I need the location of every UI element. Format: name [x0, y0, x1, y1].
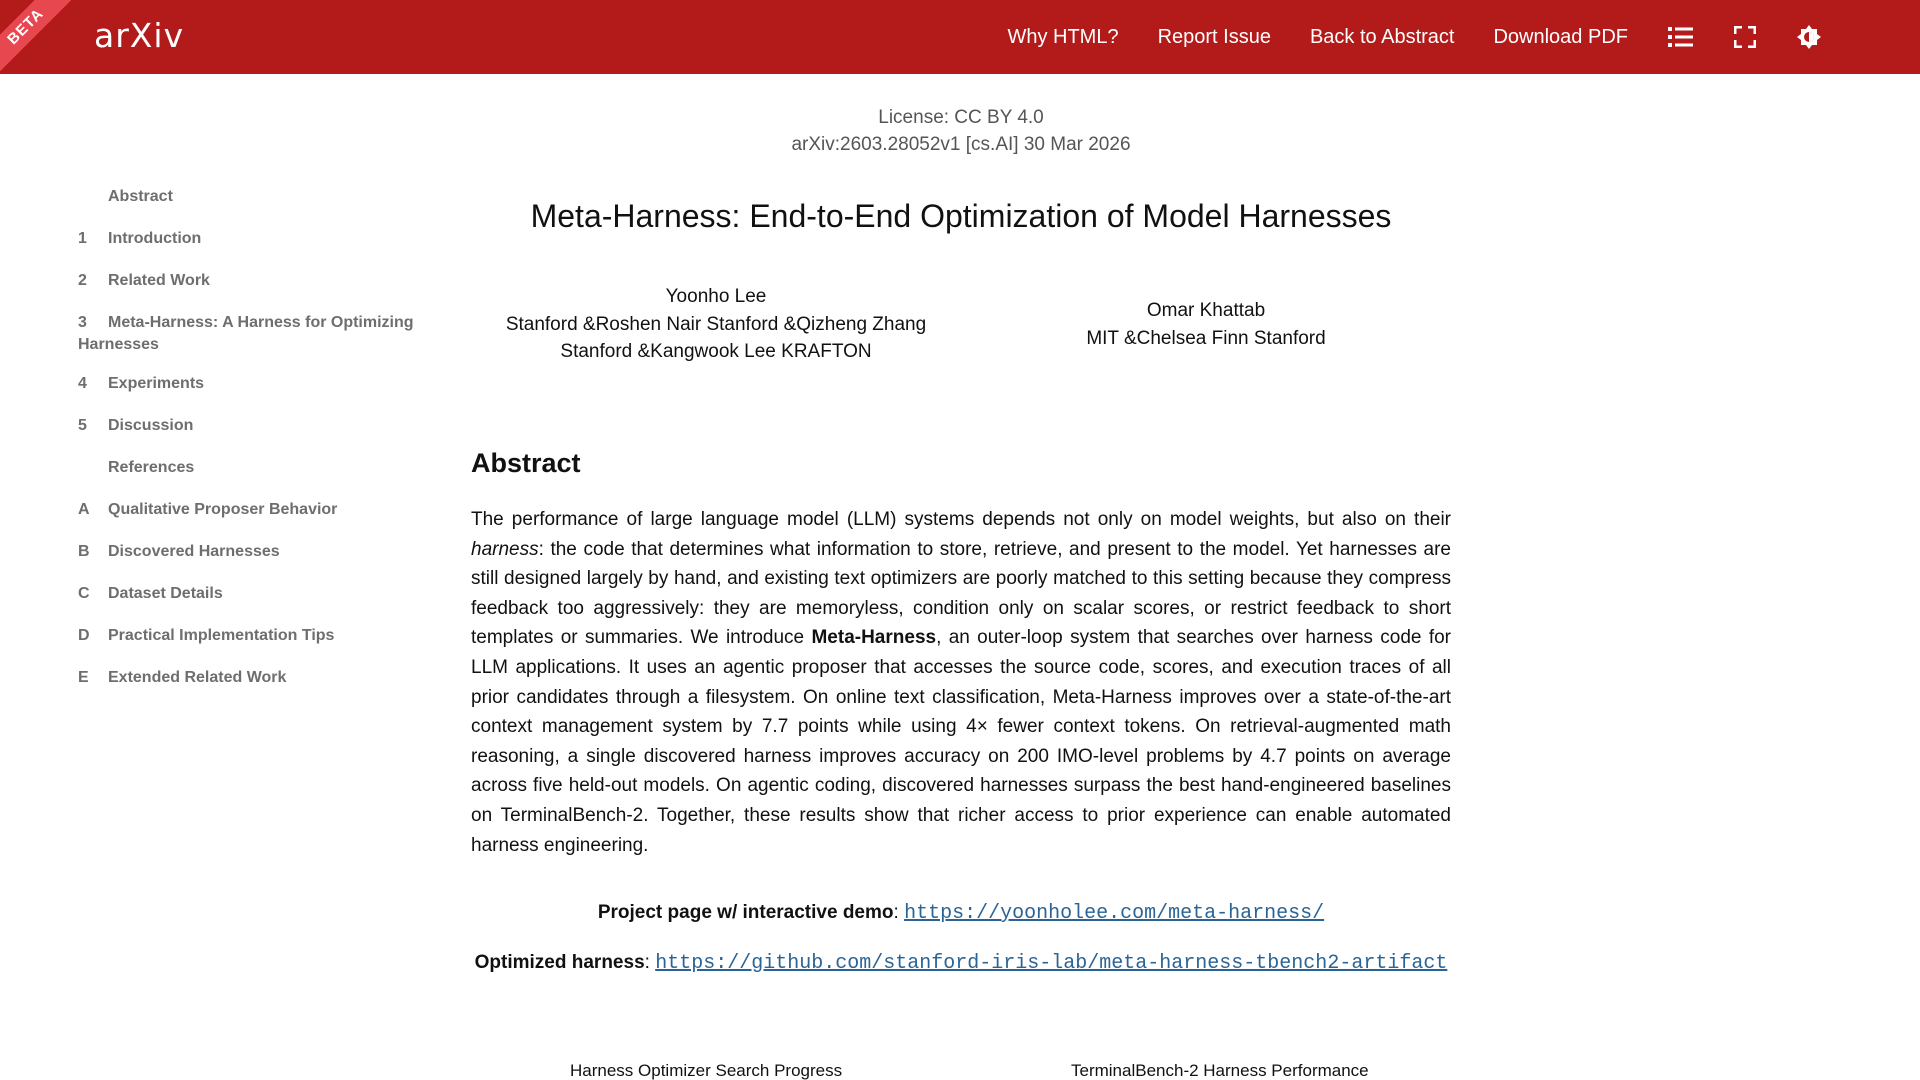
back-to-abstract-link[interactable]: Back to Abstract	[1309, 25, 1455, 48]
paper-metadata	[470, 104, 1452, 158]
author-line: Yoonho Lee	[665, 286, 767, 307]
toc-label: Extended Related Work	[108, 669, 287, 686]
toc-label: Discussion	[108, 417, 194, 434]
abstract-segment: The performance of large language model (LLM) systems depends not only on model weights, but also on their	[471, 509, 1451, 530]
download-pdf-link[interactable]: Download PDF	[1493, 25, 1628, 48]
abstract-bold-term: Meta-Harness	[811, 627, 937, 649]
top-navigation-bar	[0, 0, 1920, 74]
author-line: MIT &Chelsea Finn Stanford	[1086, 327, 1326, 349]
project-page-label: Project page w/ interactive demo	[597, 902, 894, 923]
toc-item-meta-harness[interactable]	[78, 312, 428, 356]
toc-item-appendix-a[interactable]	[78, 499, 428, 521]
toc-number: D	[78, 627, 90, 644]
optimized-harness-row: Optimized harness: https://github.com/stanford-iris-lab/meta-harness-tbench2-artifact	[474, 952, 1448, 975]
toc-number: 4	[78, 375, 87, 392]
abstract-segment: : the code that determines what information to store, retrieve, and present to the model. Yet harnesses are still designed largely by hand, and existing text optimizers are poorly matched to this setting because they compress feedback too aggressively: they are memoryless, condition only on scalar scores, or restrict feedback to short templates or summaries. We introduce	[471, 538, 1451, 649]
fullscreen-icon[interactable]	[1731, 23, 1759, 51]
toc-label: Qualitative Proposer Behavior	[108, 501, 338, 518]
abstract-heading: Abstract	[471, 448, 581, 478]
optimized-harness-link[interactable]: https://github.com/stanford-iris-lab/meta-harness-tbench2-artifact	[655, 952, 1448, 975]
license-text: License: CC BY 4.0	[878, 107, 1044, 128]
toc-label: Dataset Details	[108, 585, 223, 602]
paper-title: Meta-Harness: End-to-End Optimization of Model Harnesses	[530, 198, 1392, 234]
toc-item-discussion[interactable]	[78, 415, 428, 437]
project-page-row: Project page w/ interactive demo: https://yoonholee.com/meta-harness/	[597, 902, 1325, 925]
toc-label: Practical Implementation Tips	[108, 627, 335, 644]
arxiv-logo[interactable]	[94, 16, 186, 58]
toc-number: B	[78, 543, 90, 560]
project-page-link[interactable]: https://yoonholee.com/meta-harness/	[904, 902, 1325, 925]
report-issue-link[interactable]: Report Issue	[1157, 25, 1271, 48]
toc-label: References	[108, 459, 195, 476]
toc-number: A	[78, 501, 90, 518]
toc-label: Related Work	[108, 272, 210, 289]
optimized-harness-label: Optimized harness	[474, 952, 645, 973]
toc-item-experiments[interactable]	[78, 373, 428, 395]
toc-item-appendix-d[interactable]	[78, 625, 428, 647]
abstract-text	[471, 505, 1451, 860]
author-line: Stanford &Roshen Nair Stanford &Qizheng Zhang	[505, 313, 927, 335]
toc-number: C	[78, 585, 90, 602]
abstract-italic-term: harness	[471, 538, 539, 560]
toc-number: 5	[78, 417, 87, 434]
toc-item-appendix-e[interactable]	[78, 667, 428, 689]
toc-item-related-work[interactable]	[78, 270, 428, 292]
toc-number: 1	[78, 230, 87, 247]
author-line: Omar Khattab	[1146, 300, 1266, 321]
list-icon[interactable]	[1667, 23, 1695, 51]
author-line: Stanford &Kangwook Lee KRAFTON	[560, 341, 872, 362]
abstract-segment: , an outer-loop system that searches over harness code for LLM applications. It uses an agentic proposer that accesses the source code, scores, and execution traces of all prior candidates through a filesystem. On online text classification, Meta-Harness improves over a state-of-the-art context management system by 7.7 points while using 4× fewer context tokens. On retrieval-augmented math reasoning, a single discovered harness improves accuracy on 200 IMO-level problems by 4.7 points on average across five held-out models. On agentic coding, discovered harnesses surpass the best hand-engineered baselines on TerminalBench-2. Together, these results show that richer access to prior experience can enable automated harness engineering.	[471, 627, 1451, 856]
theme-toggle-icon[interactable]	[1795, 23, 1823, 51]
toc-item-appendix-c[interactable]	[78, 583, 428, 605]
table-of-contents	[78, 186, 428, 709]
toc-label: Abstract	[108, 188, 173, 205]
authors-left	[470, 283, 962, 366]
toc-number: E	[78, 669, 89, 686]
toc-item-references[interactable]	[78, 457, 428, 479]
arxiv-id: arXiv:2603.28052v1 [cs.AI] 30 Mar 2026	[791, 134, 1131, 155]
figure-title-right: TerminalBench-2 Harness Performance	[1071, 1061, 1369, 1080]
toc-item-abstract[interactable]	[78, 186, 428, 208]
figure-title-left: Harness Optimizer Search Progress	[570, 1061, 843, 1080]
toc-item-introduction[interactable]	[78, 228, 428, 250]
beta-ribbon: BETA	[0, 0, 78, 74]
toc-item-appendix-b[interactable]	[78, 541, 428, 563]
toc-label: Meta-Harness: A Harness for Optimizing Harnesses	[78, 314, 414, 353]
toc-label: Discovered Harnesses	[108, 543, 280, 560]
toc-label: Experiments	[108, 375, 205, 392]
authors-right	[1000, 297, 1412, 352]
header-nav	[1007, 0, 1920, 74]
toc-label: Introduction	[108, 230, 202, 247]
arxiv-logo-text: arXiv	[94, 16, 185, 55]
toc-number: 3	[78, 314, 87, 331]
toc-number: 2	[78, 272, 87, 289]
why-html-link[interactable]: Why HTML?	[1007, 25, 1119, 48]
